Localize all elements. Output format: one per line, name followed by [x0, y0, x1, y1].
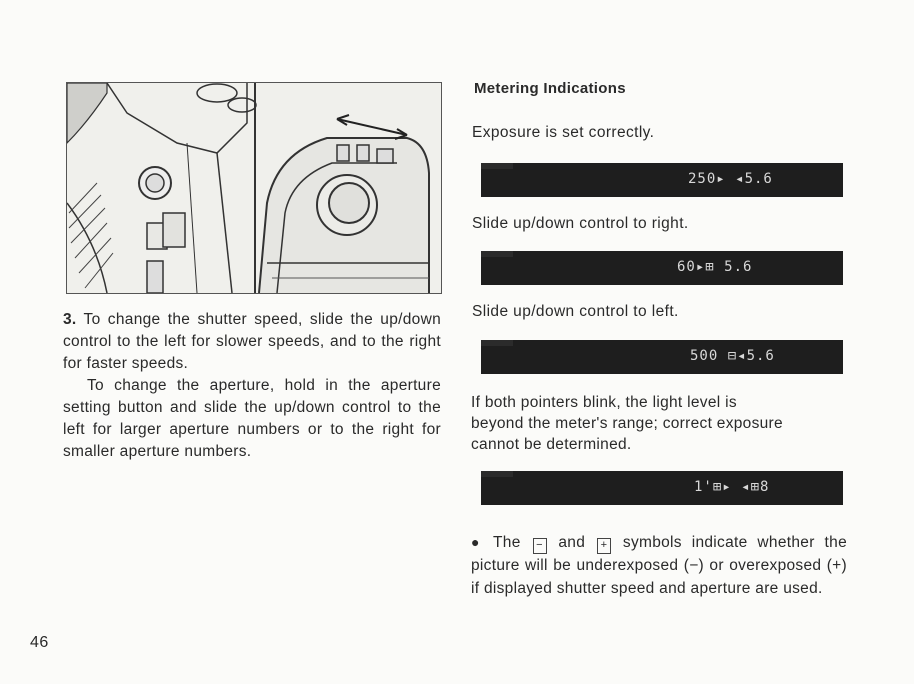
- note-the: The: [493, 534, 521, 551]
- display-readout: 500 ⊟◂5.6: [690, 348, 775, 364]
- plus-symbol-icon: +: [597, 538, 611, 554]
- aperture-paragraph: To change the aperture, hold in the aperture setting button and slide the up/down control to the left for larger aperture numbers or to the right for smaller aperture numbers.: [63, 377, 441, 460]
- viewfinder-display-blink: [481, 471, 843, 505]
- section-heading: Metering Indications: [474, 80, 626, 97]
- step-text: To change the shutter speed, slide the up/down control to the left for slower speeds, and to the right for faster speeds.: [63, 311, 441, 372]
- note-rest: symbols indicate whether the picture will be underexposed (−) or overexposed (+) if displayed shutter speed and aperture are used.: [471, 534, 847, 597]
- camera-drawing-icon: [67, 83, 441, 293]
- note-and: and: [558, 534, 586, 551]
- blink-paragraph: If both pointers blink, the light level is beyond the meter's range; correct exposure cannot be determined.: [471, 394, 783, 453]
- display-tab: [481, 471, 513, 477]
- page-number: 46: [30, 634, 49, 651]
- display-tab: [481, 251, 513, 257]
- caption-slide-left: Slide up/down control to left.: [472, 303, 679, 320]
- step-3-paragraph: [63, 309, 441, 375]
- display-readout: 250▸ ◂5.6: [688, 171, 773, 187]
- display-readout: 60▸⊞ 5.6: [677, 259, 753, 275]
- left-instructions: [63, 309, 441, 463]
- caption-slide-right: Slide up/down control to right.: [472, 215, 689, 232]
- viewfinder-display-correct: [481, 163, 843, 197]
- camera-control-illustration: [66, 82, 442, 294]
- step-number: 3.: [63, 311, 77, 328]
- bullet-icon: ●: [471, 534, 486, 550]
- display-readout: 1'⊞▸ ◂⊞8: [694, 479, 770, 495]
- minus-symbol-icon: −: [533, 538, 547, 554]
- symbols-note: [471, 531, 847, 600]
- viewfinder-display-right: [481, 251, 843, 285]
- caption-correct: Exposure is set correctly.: [472, 124, 655, 141]
- display-tab: [481, 163, 513, 169]
- viewfinder-display-left: [481, 340, 843, 374]
- display-tab: [481, 340, 513, 346]
